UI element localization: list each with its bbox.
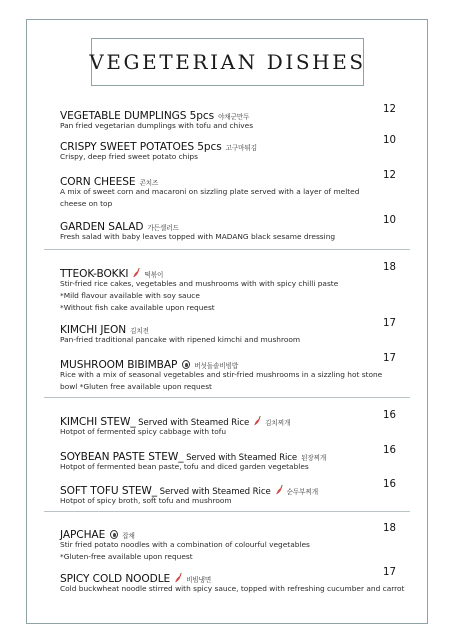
dish-name-text: MUSHROOM BIBIMBAP <box>60 359 178 371</box>
dish-description-line: Crispy, deep fried sweet potato chips <box>60 152 198 161</box>
menu-item-header <box>60 170 396 188</box>
dish-name-text: SOFT TOFU STEW_ <box>60 485 157 497</box>
dish-description-line: *Mild flavour available with soy sauce <box>60 291 200 300</box>
dish-name <box>60 485 318 497</box>
chili-icon <box>174 573 182 586</box>
dish-name-text: TTEOK-BOKKI <box>60 268 129 280</box>
menu-item-header <box>60 445 396 463</box>
dish-name-text: CRISPY SWEET POTATOES 5pcs <box>60 141 222 153</box>
dish-name <box>60 529 135 541</box>
dish-serving-note: Served with Steamed Rice <box>183 453 298 463</box>
menu-item-header <box>60 135 396 153</box>
dish-description-line: Pan-fried traditional pancake with ripened kimchi and mushroom <box>60 335 301 344</box>
menu-item <box>60 567 405 595</box>
section-divider <box>44 511 410 512</box>
menu-item-header <box>60 523 396 541</box>
dish-name <box>60 416 290 428</box>
dish-description <box>60 369 396 393</box>
dish-serving-note: Served with Steamed Rice <box>157 487 271 497</box>
dish-price: 17 <box>383 567 396 578</box>
dish-description-line: Rice with a mix of seasonal vegetables and stir-fried mushrooms in a sizzling hot stone <box>60 370 383 379</box>
dish-price: 17 <box>383 318 396 329</box>
menu-item <box>60 410 396 438</box>
dish-description-line: A mix of sweet corn and macaroni on sizzling plate served with a layer of melted <box>60 187 360 196</box>
dish-korean-name: 된장찌개 <box>301 454 327 462</box>
dish-name <box>60 451 326 463</box>
dish-name <box>60 268 163 280</box>
dish-description-line: Fresh salad with baby leaves topped with MADANG black sesame dressing <box>60 232 336 241</box>
vegetarian-icon <box>110 530 118 539</box>
dish-korean-name: 버섯돌솥비빔밥 <box>194 362 239 370</box>
menu-item-header <box>60 410 396 428</box>
dish-serving-note: Served with Steamed Rice <box>135 418 250 428</box>
title-box <box>91 38 364 86</box>
dish-name <box>60 573 211 585</box>
dish-price: 17 <box>383 353 396 364</box>
menu-item <box>60 135 396 163</box>
menu-item-header <box>60 215 396 233</box>
page-title: VEGETERIAN DISHES <box>89 50 366 74</box>
chili-icon <box>253 416 261 429</box>
dish-price: 12 <box>383 170 396 181</box>
dish-name-text: VEGETABLE DUMPLINGS 5pcs <box>60 110 215 122</box>
dish-name-text: JAPCHAE <box>60 529 106 541</box>
dish-price: 16 <box>383 479 396 490</box>
dish-name <box>60 141 257 153</box>
dish-description-line: Pan fried vegetarian dumplings with tofu and chives <box>60 121 254 130</box>
dish-korean-name: 콘치즈 <box>139 179 159 187</box>
dish-description-line: Hotpot of spicy broth, soft tofu and mushroom <box>60 496 232 505</box>
dish-name-text: SPICY COLD NOODLE <box>60 573 171 585</box>
dish-price: 18 <box>383 262 396 273</box>
dish-name <box>60 221 179 233</box>
dish-korean-name: 야채군만두 <box>218 113 250 121</box>
dish-price: 16 <box>383 410 396 421</box>
dish-korean-name: 비빔냉면 <box>186 576 212 584</box>
menu-item <box>60 479 396 507</box>
dish-name-text: GARDEN SALAD <box>60 221 144 233</box>
dish-korean-name: 김치찌개 <box>265 419 291 427</box>
dish-name <box>60 324 149 336</box>
dish-description-line: *Without fish cake available upon request <box>60 303 215 312</box>
dish-description-line: *Gluten-free available upon request <box>60 552 193 561</box>
dish-name-text: KIMCHI STEW_ <box>60 416 136 428</box>
dish-korean-name: 고구마튀김 <box>225 144 257 152</box>
dish-description-line: Stir fried potato noodles with a combination of colourful vegetables <box>60 540 310 549</box>
chili-icon <box>275 485 283 498</box>
dish-name <box>60 110 249 122</box>
dish-description <box>60 186 396 210</box>
chili-icon <box>132 268 140 281</box>
menu-item-header <box>60 567 396 585</box>
menu-item <box>60 445 396 473</box>
menu-item <box>60 215 396 243</box>
dish-description-line: bowl *Gluten free available upon request <box>60 382 212 391</box>
menu-item-header <box>60 318 396 336</box>
menu-item <box>60 353 396 393</box>
menu-item <box>60 104 396 132</box>
menu-item <box>60 318 396 346</box>
menu-item <box>60 262 396 314</box>
dish-price: 18 <box>383 523 396 534</box>
dish-description-line: Hotpot of fermented spicy cabbage with tofu <box>60 427 227 436</box>
menu-item-header <box>60 353 396 371</box>
dish-korean-name: 가든샐러드 <box>147 224 179 232</box>
menu-item <box>60 523 396 563</box>
dish-description-line: Cold buckwheat noodle stirred with spicy sauce, topped with refreshing cucumber and carrot <box>60 584 405 593</box>
dish-name-text: KIMCHI JEON <box>60 324 127 336</box>
menu-item-header <box>60 262 396 280</box>
dish-name <box>60 359 238 371</box>
dish-name-text: SOYBEAN PASTE STEW_ <box>60 451 184 463</box>
dish-korean-name: 김치전 <box>130 327 149 335</box>
dish-korean-name: 잡채 <box>122 532 135 540</box>
dish-price: 10 <box>383 215 396 226</box>
section-divider <box>44 249 410 250</box>
dish-price: 10 <box>383 135 396 146</box>
dish-name <box>60 176 158 188</box>
menu-item <box>60 170 396 210</box>
dish-korean-name: 떡볶이 <box>144 271 164 279</box>
dish-description-line: Stir-fried rice cakes, vegetables and mushrooms with with spicy chilli paste <box>60 279 339 288</box>
dish-description <box>60 278 396 314</box>
dish-price: 16 <box>383 445 396 456</box>
menu-item-header <box>60 104 396 122</box>
menu-item-header <box>60 479 396 497</box>
dish-description-line: cheese on top <box>60 199 113 208</box>
dish-name-text: CORN CHEESE <box>60 176 136 188</box>
dish-description-line: Hotpot of fermented bean paste, tofu and diced garden vegetables <box>60 462 309 471</box>
dish-price: 12 <box>383 104 396 115</box>
section-divider <box>44 397 410 398</box>
dish-description <box>60 539 396 563</box>
vegetarian-icon <box>182 360 190 369</box>
dish-korean-name: 순두부찌개 <box>286 488 318 496</box>
